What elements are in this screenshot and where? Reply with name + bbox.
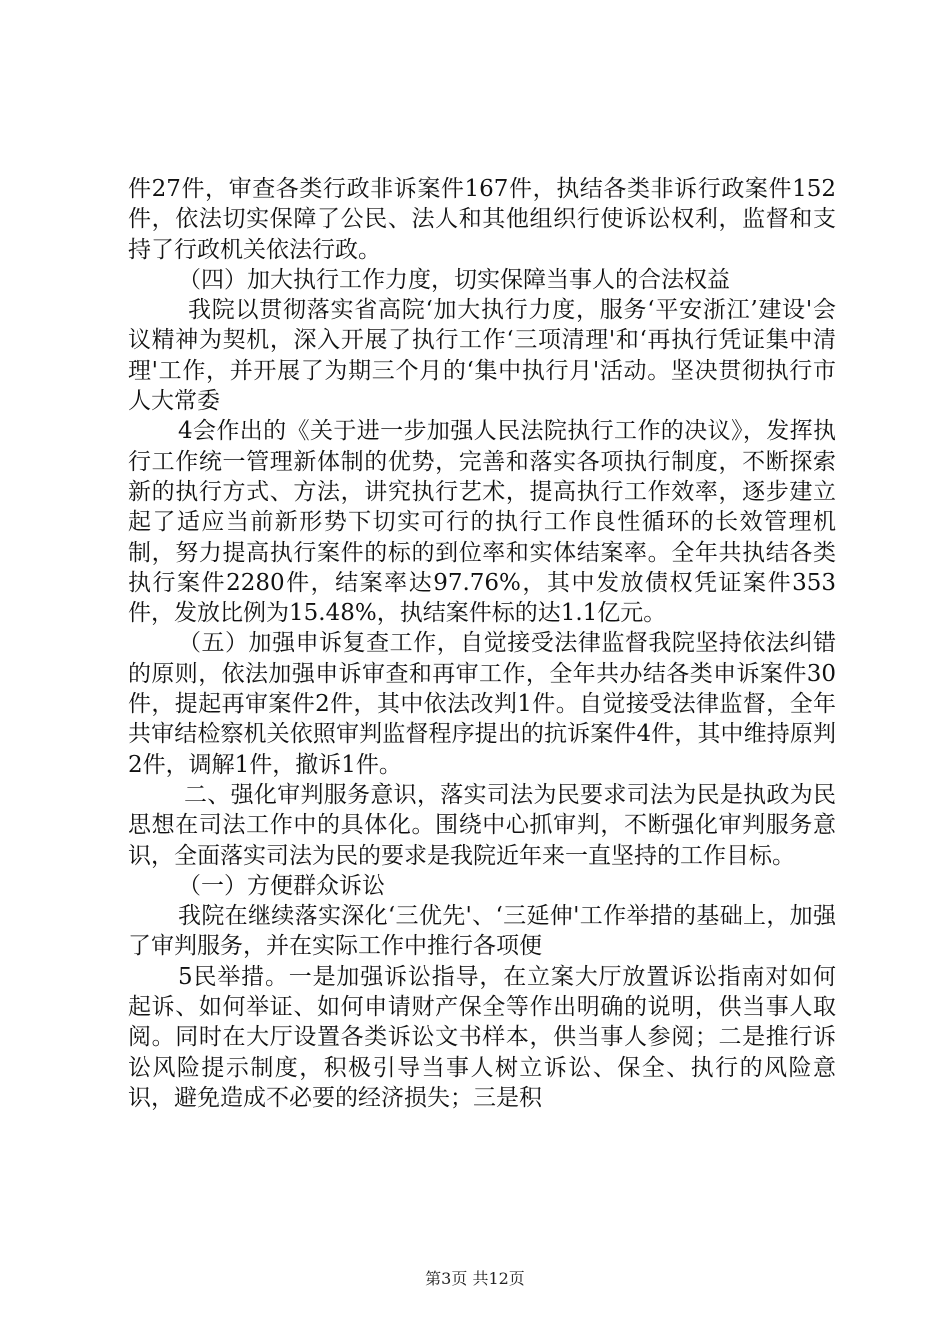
paragraph-section-5: （五）加强申诉复查工作，自觉接受法律监督我院坚持依法纠错的原则，依法加强申诉审查和再审工作，全年共办结各类申诉案件30件，提起再审案件2件，其中依法改判1件。自觉接受法律监督，全年共审结检察机关依照审判监督程序提出的抗诉案件4件，其中维持原判2件，调解1件，撤诉1件。 [128,630,836,778]
paragraph-execution-intro: 我院以贯彻落实省高院‘加大执行力度，服务‘平安浙江’建设'会议精神为契机，深入开展了执行工作‘三项清理'和‘再执行凭证集中清理'工作，并开展了为期三个月的‘集中执行月'活动。坚决贯彻执行市人大常委 [128,297,836,415]
document-body [128,174,836,1113]
page-footer: 第3页 共12页 [425,1269,525,1288]
heading-section-4: （四）加大执行工作力度，切实保障当事人的合法权益 [178,266,730,293]
paragraph-service-intro: 我院在继续落实深化‘三优先'、‘三延伸'工作举措的基础上，加强了审判服务，并在实际工作中推行各项便 [128,903,836,960]
paragraph-execution-details: 4会作出的《关于进一步加强人民法院执行工作的决议》，发挥执行工作统一管理新体制的优势，完善和落实各项执行制度，不断探索新的执行方式、方法，讲究执行艺术，提高执行工作效率，逐步建立起了适应当前新形势下切实可行的执行工作良性循环的长效管理机制，努力提高执行案件的标的到位率和实体结案率。全年共执结各类执行案件2280件，结案率达97.76%，其中发放债权凭证案件353件，发放比例为15.48%，执结案件标的达1.1亿元。 [128,418,836,627]
paragraph-part-2: 二、强化审判服务意识，落实司法为民要求司法为民是执政为民思想在司法工作中的具体化。围绕中心抓审判，不断强化审判服务意识，全面落实司法为民的要求是我院近年来一直坚持的工作目标。 [128,781,836,869]
paragraph-service-measures: 5民举措。一是加强诉讼指导，在立案大厅放置诉讼指南对如何起诉、如何举证、如何申请财产保全等作出明确的说明，供当事人取阅。同时在大厅设置各类诉讼文书样本，供当事人参阅；二是推行诉讼风险提示制度，积极引导当事人树立诉讼、保全、执行的风险意识，避免造成不必要的经济损失；三是积 [128,963,836,1111]
heading-subsection-1: （一）方便群众诉讼 [178,872,385,899]
paragraph-admin-cases: 件27件，审查各类行政非诉案件167件，执结各类非诉行政案件152件，依法切实保障了公民、法人和其他组织行使诉讼权利，监督和支持了行政机关依法行政。 [128,176,836,263]
